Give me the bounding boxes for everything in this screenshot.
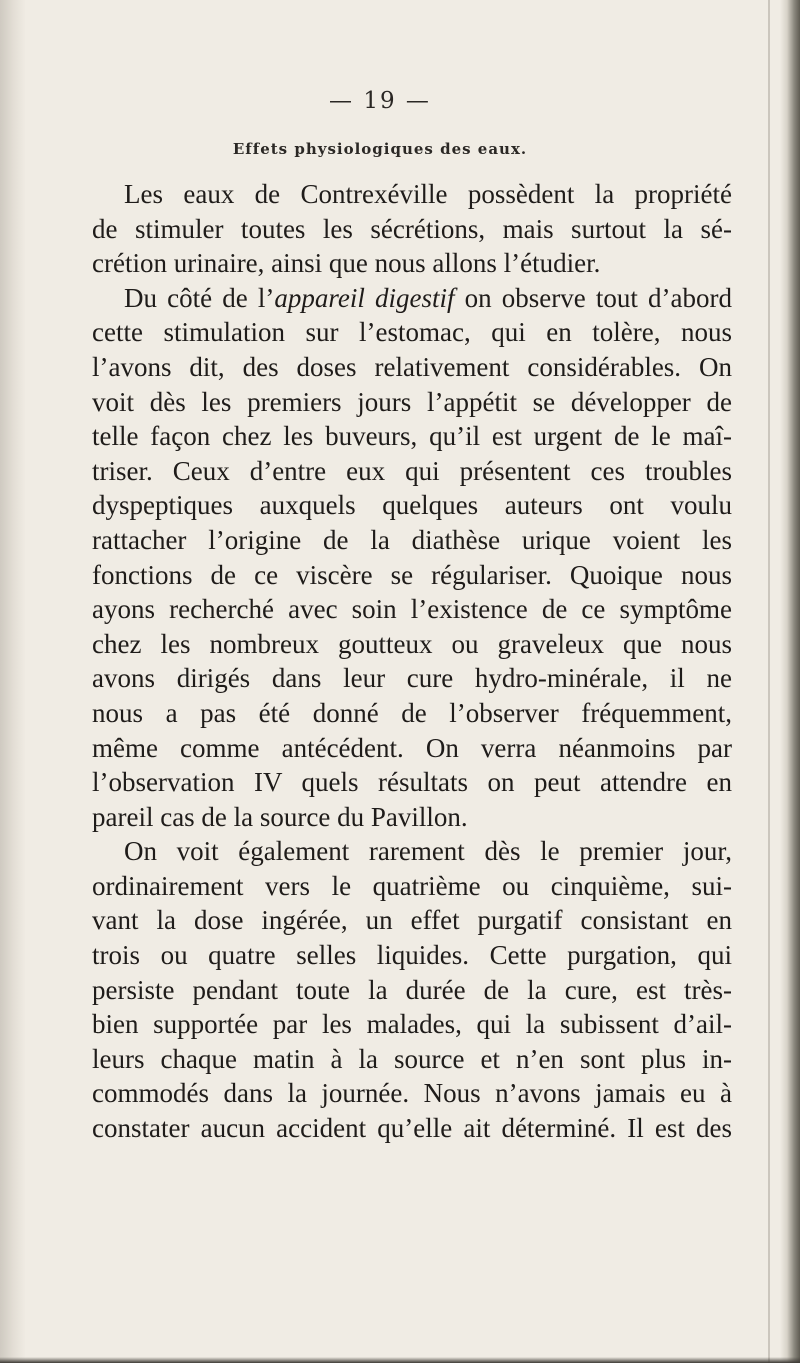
text-line: pareil cas de la source du Pavillon. bbox=[92, 801, 468, 832]
text-line: ordinairement vers le quatrième ou cinquième, sui- bbox=[92, 870, 732, 901]
text-line: Les eaux de Contrexéville possèdent la propriété bbox=[124, 179, 732, 209]
text-line: constater aucun accident qu’elle ait déterminé. Il est des bbox=[92, 1113, 732, 1144]
text-line: trois ou quatre selles liquides. Cette purgation, qui bbox=[92, 940, 732, 971]
text-line: triser. Ceux d’entre eux qui présentent ces troubles bbox=[92, 455, 732, 486]
text-line: vant la dose ingérée, un effet purgatif consistant en bbox=[92, 905, 732, 936]
page-bottom-edge bbox=[0, 1357, 800, 1363]
text-line bbox=[92, 281, 732, 316]
text-line: crétion urinaire, ainsi que nous allons l’étudier. bbox=[92, 248, 601, 279]
text-line: leurs chaque matin à la source et n’en sont plus in- bbox=[92, 1043, 732, 1074]
body-text bbox=[92, 177, 732, 1146]
text-line: voit dès les premiers jours l’appétit se développer de bbox=[92, 386, 732, 417]
text-line: chez les nombreux goutteux ou graveleux que nous bbox=[92, 628, 732, 659]
text-line: On voit également rarement dès le premier jour, bbox=[124, 836, 732, 867]
running-title: Effets physiologiques des eaux. bbox=[232, 140, 528, 158]
text-line: cette stimulation sur l’estomac, qui en tolère, nous bbox=[92, 317, 732, 348]
page-edge-shadow bbox=[780, 0, 800, 1363]
page-edge-line bbox=[768, 0, 770, 1363]
text-fragment: on observe tout d’abord bbox=[454, 282, 733, 313]
italic-term: appareil digestif bbox=[274, 282, 455, 313]
text-line: dyspeptiques auxquels quelques auteurs ont voulu bbox=[92, 490, 732, 521]
text-line: nous a pas été donné de l’observer fréquemment, bbox=[92, 697, 732, 728]
page-number: — 19 — bbox=[329, 88, 431, 114]
gutter-shadow bbox=[0, 0, 26, 1363]
text-line: rattacher l’origine de la diathèse urique voient les bbox=[92, 524, 732, 555]
text-line: bien supportée par les malades, qui la subissent d’ail- bbox=[92, 1009, 732, 1040]
text-line: l’avons dit, des doses relativement considérables. On bbox=[92, 351, 732, 382]
text-line: fonctions de ce viscère se régulariser. Quoique nous bbox=[92, 559, 732, 590]
text-line: ayons recherché avec soin l’existence de ce symptôme bbox=[92, 594, 732, 625]
text-line: avons dirigés dans leur cure hydro-minérale, il ne bbox=[92, 663, 732, 694]
text-line: commodés dans la journée. Nous n’avons jamais eu à bbox=[92, 1078, 732, 1109]
text-line: de stimuler toutes les sécrétions, mais surtout la sé- bbox=[92, 213, 732, 244]
text-fragment: Du côté de l’ bbox=[124, 282, 275, 313]
text-line: telle façon chez les buveurs, qu’il est urgent de le maî- bbox=[92, 421, 732, 452]
text-line: persiste pendant toute la durée de la cure, est très- bbox=[92, 974, 732, 1005]
text-line: l’observation IV quels résultats on peut attendre en bbox=[92, 767, 732, 798]
text-line: même comme antécédent. On verra néanmoins par bbox=[92, 732, 732, 763]
